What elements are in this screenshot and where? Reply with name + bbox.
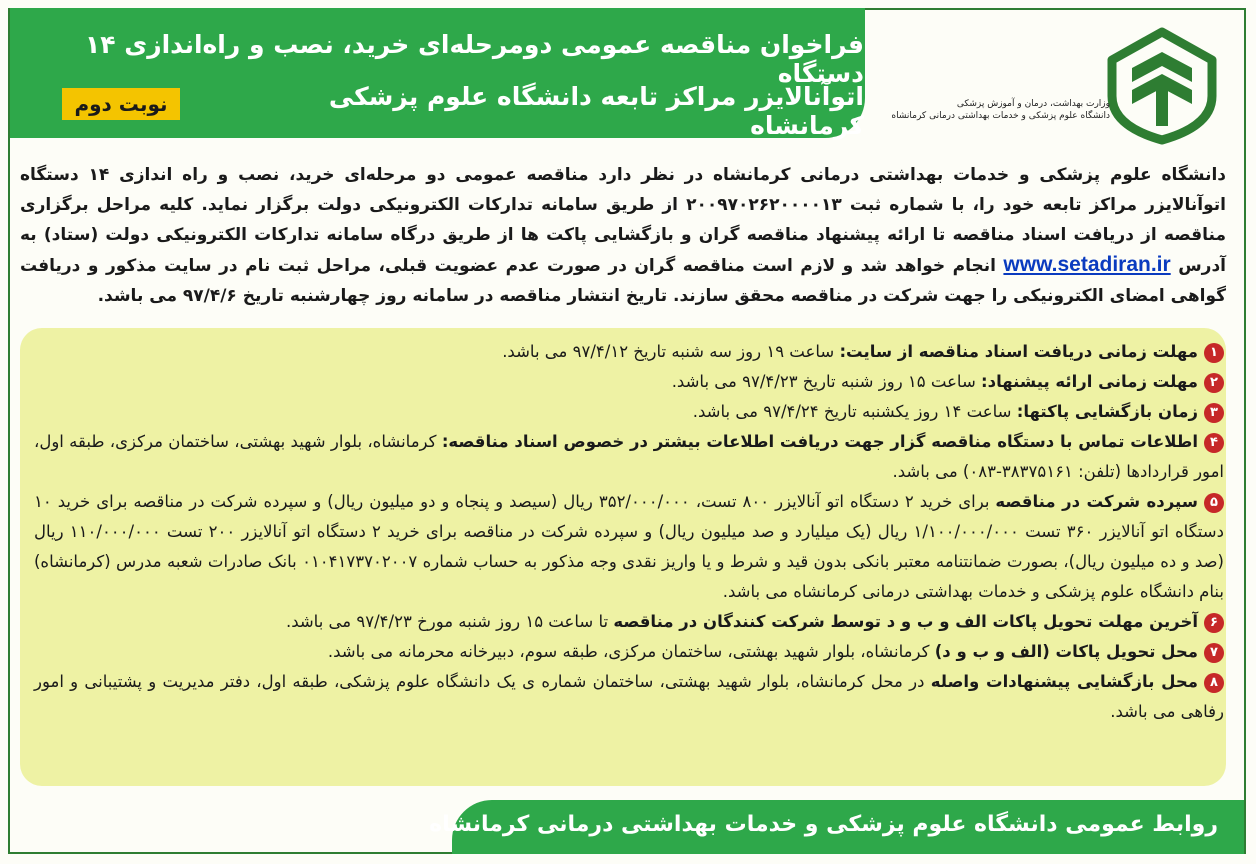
list-item (34, 607, 1224, 637)
org-line-1: وزارت بهداشت، درمان و آموزش پزشکی (956, 99, 1110, 109)
title-line-2: اتوآنالایزر مراکز تابعه دانشگاه علوم پزشکی کرمانشاه (328, 82, 864, 140)
list-item (34, 637, 1224, 667)
list-item (34, 667, 1224, 727)
item-heading: مهلت زمانی دریافت اسناد مناقصه از سایت: (839, 342, 1198, 361)
item-heading: زمان بازگشایی پاکتها: (1016, 402, 1198, 421)
item-number-badge: ۲ (1204, 373, 1224, 393)
org-line-2: دانشگاه علوم پزشکی و خدمات بهداشتی درمانی کرمانشاه (891, 111, 1110, 121)
conditions-list (34, 337, 1224, 727)
footer-text: روابط عمومی دانشگاه علوم پزشکی و خدمات بهداشتی درمانی کرمانشاه (429, 812, 1218, 837)
item-heading: محل تحویل پاکات (الف و ب و د) (934, 642, 1198, 661)
item-heading: محل بازگشایی پیشنهادات واصله (930, 672, 1199, 691)
website-link[interactable]: www.setadiran.ir (1003, 253, 1171, 276)
item-heading: مهلت زمانی ارائه پیشنهاد: (981, 372, 1198, 391)
item-body: ساعت ۱۴ روز یکشنبه تاریخ ۹۷/۴/۲۴ می باشد. (692, 402, 1017, 421)
item-number-badge: ۷ (1204, 643, 1224, 663)
intro-text-after: انجام خواهد شد و لازم است مناقصه گران در صورت عدم عضویت قبلی، مراحل ثبت نام در سایت مذکور و دریافت گواهی امضای الکترونیکی را جهت شرکت در مناقصه محقق سازند. تاریخ انتشار مناقصه در سامانه روز چهارشنبه تاریخ ۹۷/۴/۶ می باشد. (20, 256, 1226, 306)
item-number-badge: ۵ (1204, 493, 1224, 513)
list-item (34, 487, 1224, 607)
item-heading: آخرین مهلت تحویل پاکات الف و ب و د توسط شرکت کنندگان در مناقصه (613, 612, 1198, 631)
item-body: کرمانشاه، بلوار شهید بهشتی، ساختمان مرکزی، طبقه اول، امور قراردادها (تلفن: ۳۸۳۷۵۱۶۱-۰۸۳) می باشد. (34, 432, 1224, 481)
edition-badge: نوبت دوم (62, 88, 180, 120)
item-number-badge: ۸ (1204, 673, 1224, 693)
item-heading: سپرده شرکت در مناقصه (995, 492, 1198, 511)
intro-paragraph (20, 160, 1226, 311)
university-logo-icon (1100, 26, 1225, 146)
item-heading: اطلاعات تماس با دستگاه مناقصه گزار جهت دریافت اطلاعات بیشتر در خصوص اسناد مناقصه: (441, 432, 1199, 451)
intro-text-before: دانشگاه علوم پزشکی و خدمات بهداشتی درمانی کرمانشاه در نظر دارد مناقصه عمومی دو مرحله‌ای خرید، نصب و راه اندازی ۱۴ دستگاه اتوآنالایزر مراکز تابعه خود را، با شماره ثبت ۲۰۰۹۷۰۲۶۲۰۰۰۰۱۳ از طریق سامانه تدارکات الکترونیکی دولت برگزار نماید. کلیه مراحل برگزاری مناقصه از دریافت اسناد مناقصه تا ارائه پیشنهاد مناقصه گران و بازگشایی پاکت ها از طریق درگاه سامانه تدارکات الکترونیکی دولت (ستاد) به آدرس (20, 165, 1227, 276)
item-body: ساعت ۱۵ روز شنبه تاریخ ۹۷/۴/۲۳ می باشد. (671, 372, 982, 391)
list-item (34, 337, 1224, 367)
item-body: تا ساعت ۱۵ روز شنبه مورخ ۹۷/۴/۲۳ می باشد. (285, 612, 614, 631)
item-body: کرمانشاه، بلوار شهید بهشتی، ساختمان مرکزی، طبقه سوم، دبیرخانه محرمانه می باشد. (327, 642, 935, 661)
footer-banner (429, 800, 1244, 854)
title-line-1: فراخوان مناقصه عمومی دومرحله‌ای خرید، نصب و راه‌اندازی ۱۴ دستگاه (85, 30, 864, 88)
ministry-caption (880, 98, 1110, 122)
item-body: برای خرید ۲ دستگاه اتو آنالایزر ۸۰۰ تست، ۳۵۲/۰۰۰/۰۰۰ ریال (سیصد و پنجاه و دو میلیون ریال) و سپرده شرکت در مناقصه برای خرید ۱۰ دستگاه اتو آنالایزر ۳۶۰ تست ۱/۱۰۰/۰۰۰/۰۰۰ ریال (یک میلیارد و صد میلیون ریال) و سپرده شرکت در مناقصه برای خرید ۲ دستگاه اتو آنالایزر ۲۰۰ تست ۱۱۰/۰۰۰/۰۰۰ ریال (صد و ده میلیون ریال)، بصورت ضمانتنامه معتبر بانکی بدون قید و شرط و یا واریز نقدی وجه مذکور به حساب شماره ۰۱۰۴۱۷۳۷۰۲۰۰۷ بانک صادرات شعبه مدرس (کرمانشاه) بنام دانشگاه علوم پزشکی و خدمات بهداشتی درمانی کرمانشاه می باشد. (34, 492, 1224, 601)
list-item (34, 397, 1224, 427)
item-number-badge: ۴ (1204, 433, 1224, 453)
item-number-badge: ۱ (1204, 343, 1224, 363)
item-number-badge: ۳ (1204, 403, 1224, 423)
list-item (34, 427, 1224, 487)
item-number-badge: ۶ (1204, 613, 1224, 633)
item-body: در محل کرمانشاه، بلوار شهید بهشتی، ساختمان شماره ی یک دانشگاه علوم پزشکی، طبقه اول، دفتر مدیریت و پشتیبانی و امور رفاهی می باشد. (34, 672, 1224, 721)
list-item (34, 367, 1224, 397)
item-body: ساعت ۱۹ روز سه شنبه تاریخ ۹۷/۴/۱۲ می باشد. (502, 342, 840, 361)
